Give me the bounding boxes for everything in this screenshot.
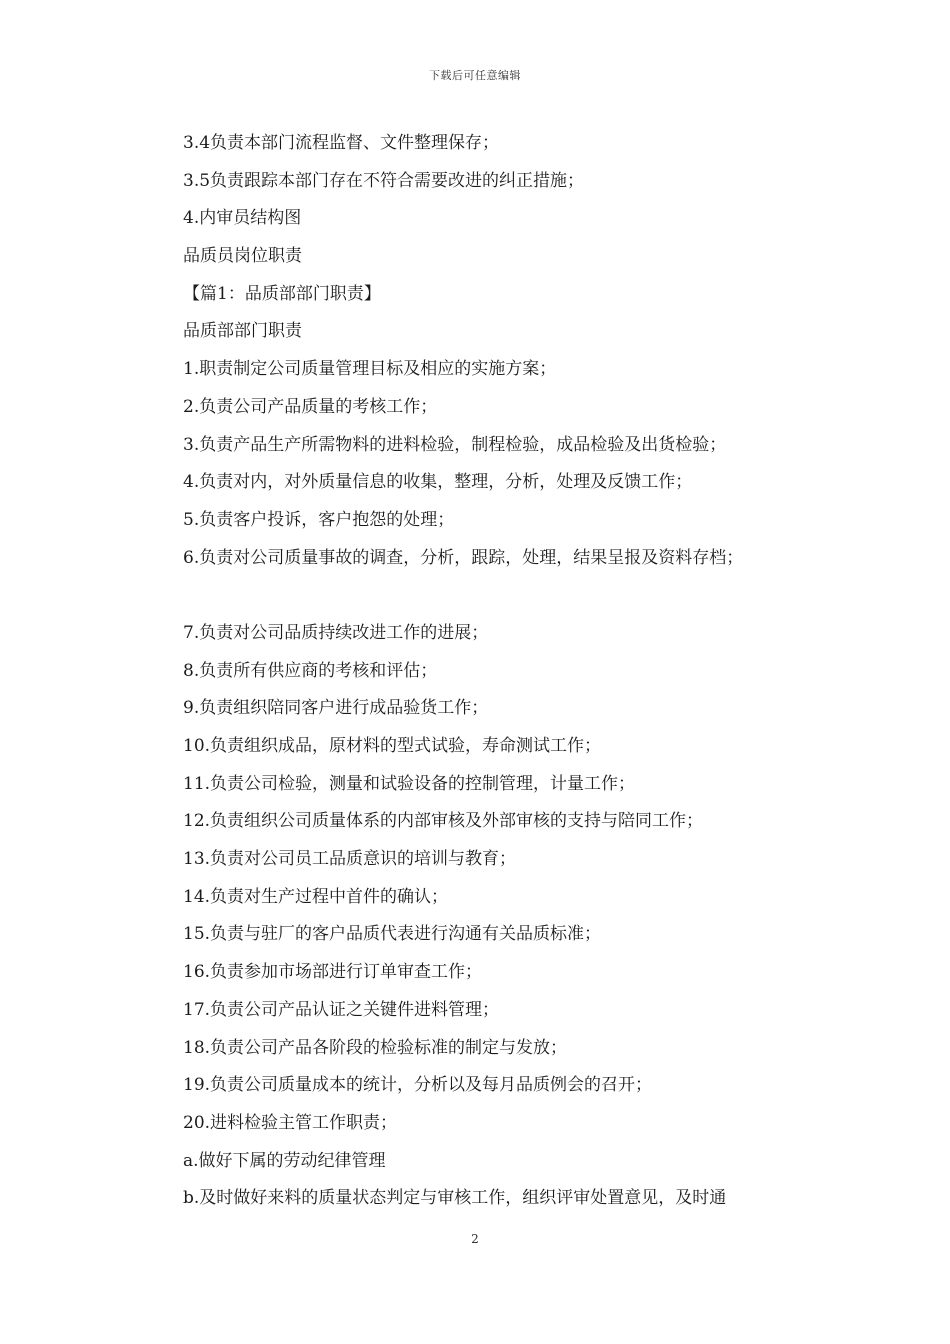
list-item: 19.负责公司质量成本的统计，分析以及每月品质例会的召开；	[183, 1075, 653, 1096]
list-item: 3.负责产品生产所需物料的进料检验，制程检验，成品检验及出货检验；	[183, 434, 727, 455]
list-item: 5.负责客户投诉，客户抱怨的处理；	[183, 509, 455, 530]
list-item: 12.负责组织公司质量体系的内部审核及外部审核的支持与陪同工作；	[183, 811, 704, 832]
list-item: 18.负责公司产品各阶段的检验标准的制定与发放；	[183, 1037, 568, 1058]
list-item: 8.负责所有供应商的考核和评估；	[183, 660, 438, 681]
list-item: 16.负责参加市场部进行订单审查工作；	[183, 962, 483, 983]
list-item: 14.负责对生产过程中首件的确认；	[183, 886, 449, 907]
list-item: 17.负责公司产品认证之关键件进料管理；	[183, 999, 500, 1020]
list-item: 11.负责公司检验，测量和试验设备的控制管理，计量工作；	[183, 773, 636, 794]
text-line: 4.内审员结构图	[183, 208, 302, 229]
list-item: 10.负责组织成品，原材料的型式试验，寿命测试工作；	[183, 736, 602, 756]
list-item: 13.负责对公司员工品质意识的培训与教育；	[183, 849, 517, 870]
text-line: 品质员岗位职责	[183, 246, 302, 267]
document-body	[183, 125, 843, 1218]
list-item: 9.负责组织陪同客户进行成品验货工作；	[183, 698, 489, 719]
list-item: a.做好下属的劳动纪律管理	[183, 1150, 386, 1171]
list-item: 20.进料检验主管工作职责；	[183, 1112, 398, 1133]
page-number: 2	[471, 1232, 479, 1246]
text-line: 品质部部门职责	[183, 321, 302, 342]
list-item: 7.负责对公司品质持续改进工作的进展；	[183, 622, 489, 643]
list-item: 6.负责对公司质量事故的调查，分析，跟踪，处理，结果呈报及资料存档；	[183, 547, 744, 568]
blank-line	[183, 577, 843, 615]
list-item: 1.职责制定公司质量管理目标及相应的实施方案；	[183, 359, 557, 380]
text-line: 3.5负责跟踪本部门存在不符合需要改进的纠正措施；	[183, 170, 585, 191]
list-item: 4.负责对内，对外质量信息的收集，整理，分析，处理及反馈工作；	[183, 472, 693, 493]
section-heading: 【篇1：品质部部门职责】	[183, 283, 381, 304]
list-item: b.及时做好来料的质量状态判定与审核工作，组织评审处置意见，及时通	[183, 1188, 727, 1209]
list-item: 2.负责公司产品质量的考核工作；	[183, 396, 438, 417]
list-item: 15.负责与驻厂的客户品质代表进行沟通有关品质标准；	[183, 924, 602, 945]
text-line: 3.4负责本部门流程监督、文件整理保存；	[183, 133, 500, 153]
page-header: 下载后可任意编辑	[429, 69, 521, 82]
